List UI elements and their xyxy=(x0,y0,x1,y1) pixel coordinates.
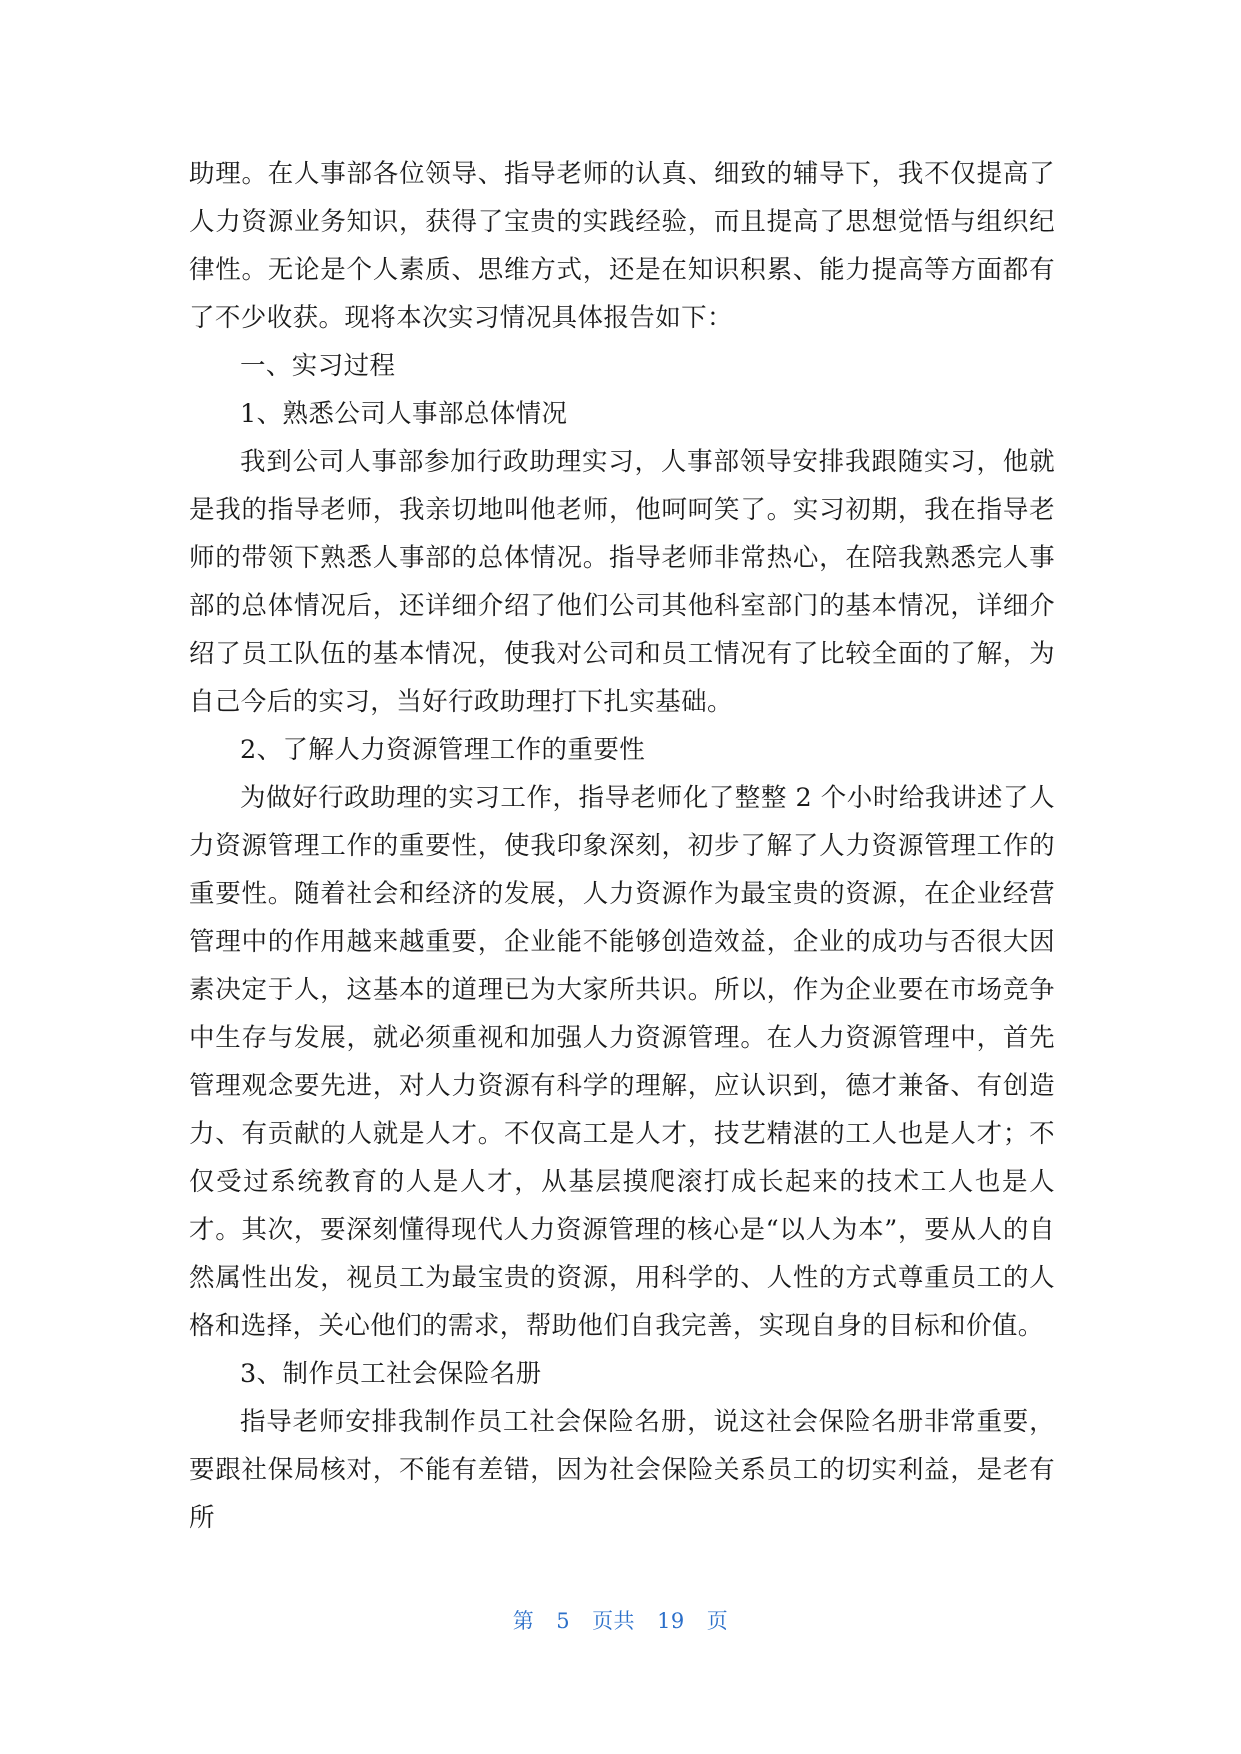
paragraph-hr-importance: 为做好行政助理的实习工作，指导老师化了整整 2 个小时给我讲述了人力资源管理工作的重要性，使我印象深刻，初步了解了人力资源管理工作的重要性。随着社会和经济的发展，人力资源作为最宝贵的资源，在企业经营管理中的作用越来越重要，企业能不能够创造效益，企业的成功与否很大因素决定于人，这基本的道理已为大家所共识。所以，作为企业要在市场竞争中生存与发展，就必须重视和加强人力资源管理。在人力资源管理中，首先管理观念要先进，对人力资源有科学的理解，应认识到，德才兼备、有创造力、有贡献的人就是人才。不仅高工是人才，技艺精湛的工人也是人才；不仅受过系统教育的人是人才，从基层摸爬滚打成长起来的技术工人也是人才。其次，要深刻懂得现代人力资源管理的核心是“以人为本”，要从人的自然属性出发，视员工为最宝贵的资源，用科学的、人性的方式尊重员工的人格和选择，关心他们的需求，帮助他们自我完善，实现自身的目标和价值。 xyxy=(189,783,1055,1341)
page-footer xyxy=(0,1605,1241,1635)
paragraph-social-insurance-roster: 指导老师安排我制作员工社会保险名册，说这社会保险名册非常重要，要跟社保局核对，不能有差错，因为社会保险关系员工的切实利益，是老有所 xyxy=(189,1407,1055,1533)
total-pages-number: 19 xyxy=(657,1609,685,1633)
subheading-familiarize-hr: 1、熟悉公司人事部总体情况 xyxy=(240,399,568,429)
page-suffix: 页 xyxy=(706,1609,729,1633)
paragraph-familiarize-hr: 我到公司人事部参加行政助理实习，人事部领导安排我跟随实习，他就是我的指导老师，我亲切地叫他老师，他呵呵笑了。实习初期，我在指导老师的带领下熟悉人事部的总体情况。指导老师非常热心，在陪我熟悉完人事部的总体情况后，还详细介绍了他们公司其他科室部门的基本情况，详细介绍了员工队伍的基本情况，使我对公司和员工情况有了比较全面的了解，为自己今后的实习，当好行政助理打下扎实基础。 xyxy=(189,447,1055,717)
current-page-number: 5 xyxy=(556,1609,571,1633)
document-body xyxy=(189,150,1055,1542)
page-middle-label: 页共 xyxy=(592,1609,636,1633)
paragraph-intro-continuation: 助理。在人事部各位领导、指导老师的认真、细致的辅导下，我不仅提高了人力资源业务知识，获得了宝贵的实践经验，而且提高了思想觉悟与组织纪律性。无论是个人素质、思维方式，还是在知识积累、能力提高等方面都有了不少收获。现将本次实习情况具体报告如下： xyxy=(189,159,1055,333)
page-prefix: 第 xyxy=(512,1609,535,1633)
subheading-social-insurance-roster: 3、制作员工社会保险名册 xyxy=(240,1359,542,1389)
section-heading-internship-process: 一、实习过程 xyxy=(240,351,396,381)
subheading-hr-importance: 2、了解人力资源管理工作的重要性 xyxy=(240,735,646,765)
